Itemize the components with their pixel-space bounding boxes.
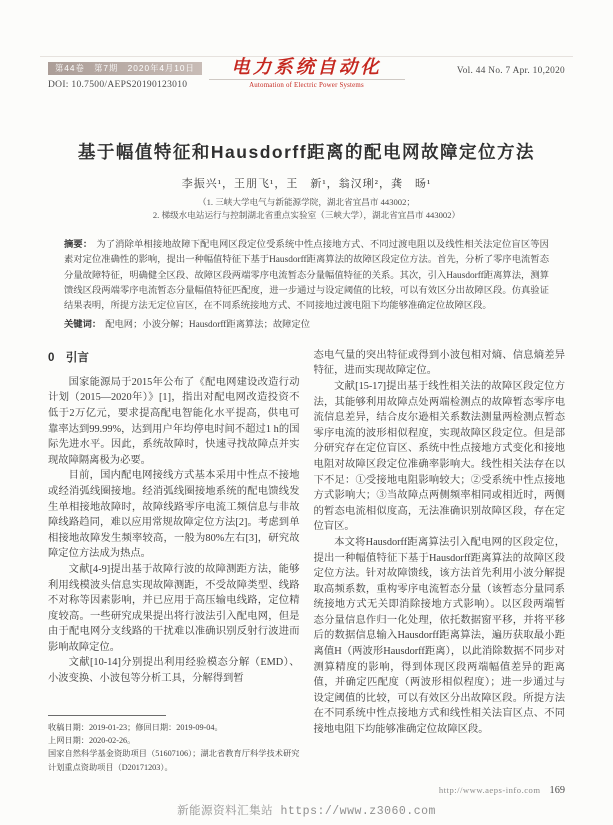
abstract-text: 为了消除单相接地故障下配电网区段定位受系统中性点接地方式、不同过渡电阻以及线性相关法定位盲区等因素对定位准确性的影响，提出一种幅值特征下基于Hausdorff距离算法的故障区段定位方法。首先，分析了零序电流暂态分量故障特征，明确健全区段、故障区段两端零序电流暂态分量幅值特征的关系。其次，引入Hausdorff距离算法，测算馈线区段两端零序电流暂态分量幅值特征匹配度，进一步通过与设定阈值的比较，可以有效区分出故障区段。仿真验证结果表明，所提方法无定位盲区，在不同系统接地方式、不同接地过渡电阻下均能够准确定位故障区段。 (64, 240, 549, 312)
doi-text: DOI: 10.7500/AEPS20190123010 (48, 80, 188, 90)
affiliation-line-1: （1. 三峡大学电气与新能源学院，湖北省宜昌市 443002； (198, 197, 415, 207)
footnote-line: 收稿日期：2019-01-23；修回日期：2019-09-04。 (48, 722, 223, 732)
watermark: 新能源资料汇集站 https://www.z3060.com (177, 805, 436, 818)
header-divider (40, 56, 573, 57)
keywords-text: 配电网；小波分解；Hausdorff距离算法；故障定位 (105, 320, 311, 331)
article-body (48, 140, 565, 774)
keywords-label: 关键词： (64, 319, 102, 330)
left-paragraphs (48, 375, 300, 687)
abstract (64, 237, 549, 314)
journal-url: http://www.aeps-info.com (438, 785, 541, 795)
paragraph: 态电气量的突出特征或得到小波包相对熵、信息熵差异特征，进而实现故障定位。 (313, 349, 565, 377)
column-left (48, 348, 300, 774)
section-heading: 0 引言 (48, 351, 89, 364)
paragraph: 文献[4-9]提出基于故障行波的故障测距方法，能够利用线模波头信息实现故障测距，不受故障类型、线路不对称等因素影响，并已应用于高压输电线路，定位精度较高。一些研究成果提出将行波法引入配电网，但是由于配电网分支线路的干扰难以准确识别反射行波进而影响故障定位。 (48, 563, 300, 653)
footnote-rule (48, 715, 166, 716)
issue-badge: 第44卷 第7期 2020年4月10日 (48, 62, 202, 75)
column-right (314, 348, 566, 774)
journal-logo-en: Automation of Electric Power Systems (249, 82, 364, 89)
footnote-line: 国家自然科学基金资助项目（51607106）；湖北省教育厅科学技术研究计划重点资助项目（D20171203）。 (48, 749, 300, 772)
keywords (64, 317, 549, 333)
abstract-label: 摘要： (64, 239, 93, 249)
page-number: 169 (549, 785, 565, 796)
paragraph: 文献[10-14]分别提出利用经验模态分解（EMD）、小波变换、小波包等分析工具，分解得到暂 (48, 657, 300, 685)
volume-info: Vol. 44 No. 7 Apr. 10,2020 (456, 66, 565, 76)
affiliation-line-2: 2. 梯级水电站运行与控制湖北省重点实验室（三峡大学），湖北省宜昌市 443002） (152, 209, 461, 220)
paragraph: 文献[15-17]提出基于线性相关法的故障区段定位方法，其能够利用故障点处两端检测点的故障暂态零序电流信息差异，结合皮尔逊相关系数法测量两检测点暂态零序电流的波形相似程度，实现故障区段定位。但是部分研究存在定位盲区、系统中性点接地方式变化和接地电阻对故障区段定位准确率影响大。线性相关法存在以下不足：①受接地电阻影响较大；②受系统中性点接地方式影响大；③当故障点两侧频率相同或相近时，两侧的暂态电流相似度高，无法准确识别故障区段，存在定位盲区。 (313, 380, 565, 533)
authors-line: 李振兴¹，王朋飞¹，王 新¹，翁汉琍²，龚 旸¹ (181, 178, 432, 190)
footer-info (439, 785, 565, 796)
paragraph: 目前，国内配电网接线方式基本采用中性点不接地或经消弧线圈接地。经消弧线圈接地系统的配电馈线发生单相接地故障时，故障线路零序电流工频信息与非故障线路趋同，难以应用常规故障定位方法[2]。考虑到单相接地故障发生频率较高，一般为80%左右[3]，研究故障定位方法成为热点。 (48, 470, 300, 560)
paragraph: 本文将Hausdorff距离算法引入配电网的区段定位，提出一种幅值特征下基于Hausdorff距离算法的故障区段定位方法。针对故障馈线，该方法首先利用小波分解提取高频系数，重构零序电流暂态分量（该暂态分量同系统接地方式无关即消除接地方式影响）。以区段两端暂态分量信息作归一化处理，依托数据窗平移，并将平移后的数据信息输入Hausdorff距离算法，遍历获取最小距离值H（两波形Hausdorff距离），以此消除数据不同步对测算精度的影响，得到体现区段两端幅值差异的距离值，并确定匹配度（两波形相似程度）；进一步通过与设定阈值的比较，可以有效区分出故障区段。所提方法在不同系统中性点接地方式和线性相关法盲区点、不同接地电阻下均能够准确定位故障区段。 (313, 536, 565, 736)
journal-logo (209, 58, 405, 91)
footnote (48, 710, 300, 774)
paragraph: 国家能源局于2015年公布了《配电网建设改造行动计划（2015—2020年）》[1]，指出对配电网改造投资不低于2万亿元，要求提高配电智能化水平提高，供电可靠率达到99.99%，达到用户年均停电时间不超过1 h的国际先进水平。因此，系统故障时，快速寻找故障点并实现故障隔离极为必要。 (48, 376, 300, 466)
two-column-layout (48, 348, 565, 774)
article-title: 基于幅值特征和Hausdorff距离的配电网故障定位方法 (77, 142, 536, 162)
footnote-lines (48, 721, 300, 774)
journal-logo-cn: 电力系统自动化 (209, 58, 405, 80)
footnote-line: 上网日期：2020-02-26。 (48, 736, 136, 746)
affiliations (48, 196, 565, 221)
